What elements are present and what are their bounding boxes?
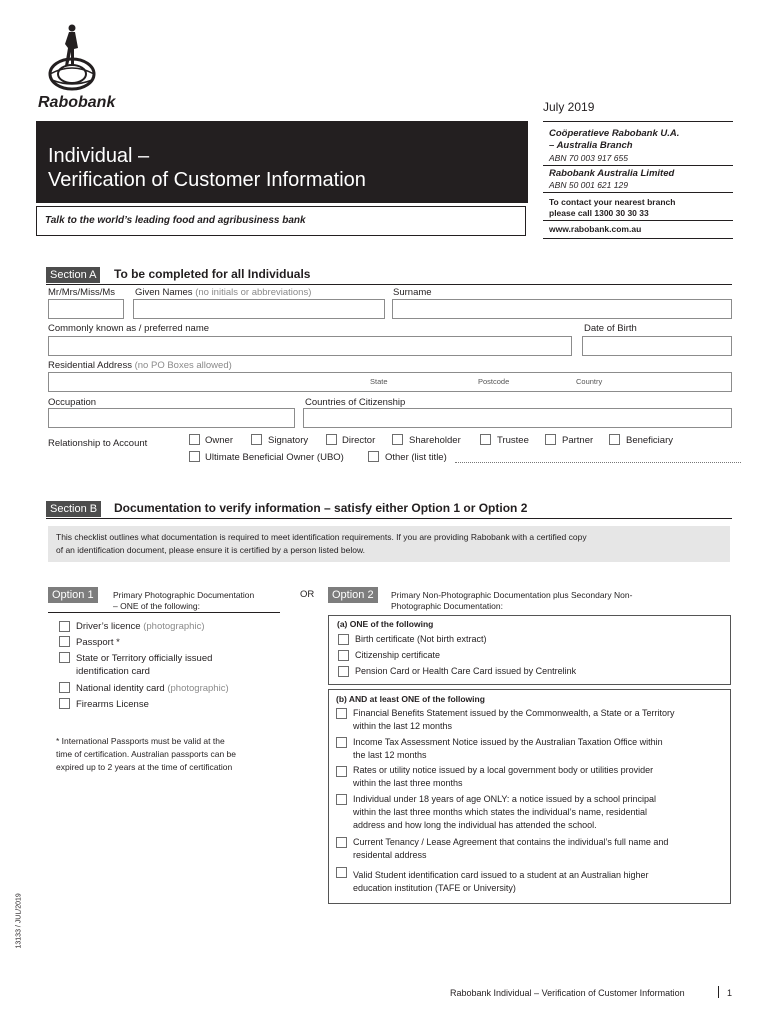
citizenship-certificate-label: Citizenship certificate	[355, 650, 441, 660]
option-2a-title: (a) ONE of the following	[337, 619, 434, 629]
other-label: Other (list title)	[385, 452, 447, 463]
drivers-licence-checkbox[interactable]	[59, 621, 70, 632]
dob-label: Date of Birth	[584, 323, 637, 334]
option-1-title-line1: Primary Photographic Documentation	[113, 590, 255, 600]
passport-note-line3: expired up to 2 years at the time of certification	[56, 762, 233, 772]
citizenship-field[interactable]	[303, 408, 732, 428]
student-id-line2: education institution (TAFE or University)	[353, 883, 516, 893]
national-id-label: National identity card (photographic)	[76, 683, 229, 694]
address-label: Residential Address (no PO Boxes allowed)	[48, 360, 232, 371]
intro-text-line2: of an identification document, please ensure it is certified by a person listed below.	[56, 545, 366, 555]
option-2b-title: (b) AND at least ONE of the following	[336, 694, 485, 704]
birth-certificate-label: Birth certificate (Not birth extract)	[355, 634, 487, 644]
school-notice-line2: within the last three months which states the individual’s name, residential	[353, 807, 647, 817]
tenancy-agreement-line1: Current Tenancy / Lease Agreement that contains the individual’s full name and	[353, 837, 669, 847]
intro-text-line1: This checklist outlines what documentation is required to meet identification requirements. If you are providing Rabobank with a certified copy	[56, 532, 587, 542]
option-1-tag: Option 1	[48, 587, 98, 603]
pension-card-checkbox[interactable]	[338, 666, 349, 677]
postcode-label: Postcode	[478, 377, 510, 386]
other-title-field[interactable]	[455, 462, 741, 463]
drivers-licence-label: Driver’s licence (photographic)	[76, 621, 205, 632]
occupation-label: Occupation	[48, 397, 97, 408]
shareholder-checkbox[interactable]	[392, 434, 403, 445]
known-as-field[interactable]	[48, 336, 572, 356]
school-notice-checkbox[interactable]	[336, 794, 347, 805]
entity2-name: Rabobank Australia Limited	[549, 168, 675, 179]
state-id-checkbox[interactable]	[59, 652, 70, 663]
contact-block	[543, 121, 733, 239]
trustee-checkbox[interactable]	[480, 434, 491, 445]
page-title-line2: Verification of Customer Information	[48, 169, 366, 191]
given-names-label: Given Names (no initials or abbreviations)	[135, 287, 312, 298]
brand-name: Rabobank	[38, 94, 116, 111]
section-a-tag: Section A	[46, 267, 100, 283]
school-notice-line1: Individual under 18 years of age ONLY: a notice issued by a school principal	[353, 794, 657, 804]
section-b-tag: Section B	[46, 501, 101, 517]
relationship-label: Relationship to Account	[48, 438, 148, 449]
footer-text: Rabobank Individual – Verification of Customer Information	[450, 988, 685, 998]
partner-checkbox[interactable]	[545, 434, 556, 445]
signatory-checkbox[interactable]	[251, 434, 262, 445]
national-id-checkbox[interactable]	[59, 682, 70, 693]
financial-benefits-line1: Financial Benefits Statement issued by the Commonwealth, a State or a Territory	[353, 708, 675, 718]
option-2-tag: Option 2	[328, 587, 378, 603]
website-link[interactable]: www.rabobank.com.au	[549, 224, 642, 234]
known-as-label: Commonly known as / preferred name	[48, 323, 210, 334]
student-id-checkbox[interactable]	[336, 867, 347, 878]
birth-certificate-checkbox[interactable]	[338, 634, 349, 645]
tagline-box	[36, 206, 526, 236]
given-names-field[interactable]	[133, 299, 385, 319]
rates-notice-checkbox[interactable]	[336, 766, 347, 777]
document-date: July 2019	[543, 100, 595, 114]
financial-benefits-checkbox[interactable]	[336, 708, 347, 719]
entity2-abn: ABN 50 001 621 129	[549, 180, 628, 190]
doc-code: 13133 / JUL/2019	[15, 893, 23, 949]
tax-assessment-line1: Income Tax Assessment Notice issued by the Australian Taxation Office within	[353, 737, 663, 747]
shareholder-label: Shareholder	[409, 435, 461, 446]
firearms-label: Firearms License	[76, 699, 149, 710]
passport-label: Passport *	[76, 637, 120, 648]
occupation-field[interactable]	[48, 408, 295, 428]
rabobank-globe-icon	[40, 22, 100, 94]
director-label: Director	[342, 435, 376, 446]
director-checkbox[interactable]	[326, 434, 337, 445]
entity1-name: Coöperatieve Rabobank U.A.	[549, 128, 680, 139]
beneficiary-label: Beneficiary	[626, 435, 673, 446]
beneficiary-checkbox[interactable]	[609, 434, 620, 445]
owner-label: Owner	[205, 435, 233, 446]
trustee-label: Trustee	[497, 435, 529, 446]
dob-field[interactable]	[582, 336, 732, 356]
address-field[interactable]	[48, 372, 732, 392]
passport-note-line2: time of certification. Australian passports can be	[56, 749, 237, 759]
school-notice-line3: address and how long the individual has attended the school.	[353, 820, 597, 830]
financial-benefits-line2: within the last 12 months	[353, 721, 453, 731]
country-label: Country	[576, 377, 603, 386]
option-1-title-line2: – ONE of the following:	[113, 601, 200, 611]
surname-field[interactable]	[392, 299, 732, 319]
tagline: Talk to the world’s leading food and agribusiness bank	[45, 215, 306, 226]
or-label: OR	[300, 589, 315, 600]
entity1-name-branch: – Australia Branch	[549, 140, 633, 151]
citizenship-label: Countries of Citizenship	[305, 397, 406, 408]
option-2a-box	[328, 615, 731, 685]
tenancy-agreement-checkbox[interactable]	[336, 837, 347, 848]
title-field[interactable]	[48, 299, 124, 319]
passport-note-line1: * International Passports must be valid at the	[56, 736, 225, 746]
citizenship-certificate-checkbox[interactable]	[338, 650, 349, 661]
state-id-label-line1: State or Territory officially issued	[76, 653, 213, 664]
tenancy-agreement-line2: residental address	[353, 850, 427, 860]
page-title-line1: Individual –	[48, 145, 150, 167]
ubo-checkbox[interactable]	[189, 451, 200, 462]
partner-label: Partner	[562, 435, 594, 446]
firearms-checkbox[interactable]	[59, 698, 70, 709]
intro-box	[48, 526, 730, 562]
section-a-heading: To be completed for all Individuals	[114, 267, 311, 281]
section-b-heading: Documentation to verify information – satisfy either Option 1 or Option 2	[114, 501, 528, 515]
signatory-label: Signatory	[268, 435, 309, 446]
contact-phone: please call 1300 30 30 33	[549, 208, 649, 218]
rabobank-logo	[40, 22, 100, 94]
student-id-line1: Valid Student identification card issued to a student at an Australian higher	[353, 870, 649, 880]
other-checkbox[interactable]	[368, 451, 379, 462]
tax-assessment-line2: the last 12 months	[353, 750, 427, 760]
ubo-label: Ultimate Beneficial Owner (UBO)	[205, 452, 344, 463]
contact-line1: To contact your nearest branch	[549, 197, 676, 207]
tax-assessment-checkbox[interactable]	[336, 737, 347, 748]
surname-label: Surname	[393, 287, 432, 298]
entity1-abn: ABN 70 003 917 655	[549, 153, 628, 163]
option-2-title-line2: Photographic Documentation:	[391, 601, 503, 611]
rates-notice-line2: within the last three months	[353, 778, 463, 788]
state-label: State	[370, 377, 388, 386]
option-2-title-line1: Primary Non-Photographic Documentation plus Secondary Non-	[391, 590, 633, 600]
passport-checkbox[interactable]	[59, 636, 70, 647]
rates-notice-line1: Rates or utility notice issued by a local government body or utilities provider	[353, 765, 654, 775]
title-label: Mr/Mrs/Miss/Ms	[48, 287, 116, 298]
pension-card-label: Pension Card or Health Care Card issued by Centrelink	[355, 666, 577, 676]
option-2b-box	[328, 689, 731, 904]
state-id-label-line2: identification card	[76, 666, 150, 677]
page-number: 1	[727, 988, 733, 998]
title-banner	[36, 121, 528, 203]
owner-checkbox[interactable]	[189, 434, 200, 445]
